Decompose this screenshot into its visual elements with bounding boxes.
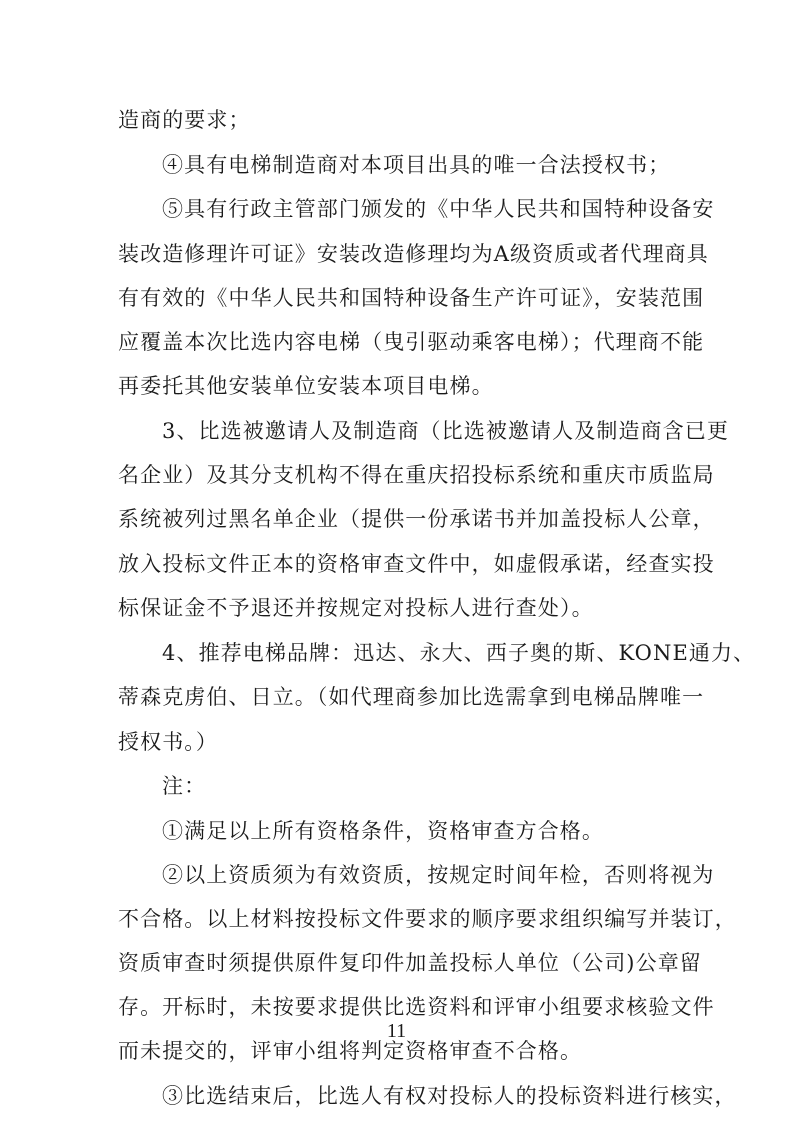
text-line: 注： bbox=[162, 774, 207, 798]
text-line: 存。开标时，未按要求提供比选资料和评审小组要求核验文件 bbox=[118, 995, 715, 1019]
text-line: 装改造修理许可证》安装改造修理均为A级资质或者代理商具 bbox=[118, 242, 709, 266]
text-line: 名企业）及其分支机构不得在重庆招投标系统和重庆市质监局 bbox=[118, 463, 715, 487]
page-number: 11 bbox=[386, 1020, 407, 1042]
text-line: 授权书。） bbox=[118, 730, 218, 754]
text-line: 有有效的《中华人民共和国特种设备生产许可证》，安装范围 bbox=[118, 286, 705, 310]
text-line: 标保证金不予退还并按规定对投标人进行查处）。 bbox=[118, 596, 594, 620]
text-line: 资质审查时须提供原件复印件加盖投标人单位（公司)公章留 bbox=[118, 951, 702, 975]
text-line: ①满足以上所有资格条件，资格审查方合格。 bbox=[162, 819, 604, 843]
text-line: ⑤具有行政主管部门颁发的《中华人民共和国特种设备安 bbox=[162, 197, 715, 221]
text-line: ②以上资质须为有效资质，按规定时间年检，否则将视为 bbox=[162, 863, 715, 887]
text-line: 再委托其他安装单位安装本项目电梯。 bbox=[118, 374, 494, 398]
text-line: ③比选结束后，比选人有权对投标人的投标资料进行核实， bbox=[162, 1084, 737, 1108]
text-line: 造商的要求； bbox=[118, 108, 251, 132]
text-line: 4、推荐电梯品牌：迅达、永大、西子奥的斯、KONE通力、 bbox=[162, 641, 756, 665]
text-line: 蒂森克虏伯、日立。（如代理商参加比选需拿到电梯品牌唯一 bbox=[118, 685, 705, 709]
text-line: 系统被列过黑名单企业（提供一份承诺书并加盖投标人公章， bbox=[118, 507, 715, 531]
text-line: 3、比选被邀请人及制造商（比选被邀请人及制造商含已更 bbox=[162, 419, 729, 443]
text-line: 而未提交的，评审小组将判定资格审查不合格。 bbox=[118, 1039, 583, 1063]
text-line: 放入投标文件正本的资格审查文件中，如虚假承诺，经查实投 bbox=[118, 552, 715, 576]
text-line: ④具有电梯制造商对本项目出具的唯一合法授权书； bbox=[162, 153, 671, 177]
text-line: 应覆盖本次比选内容电梯（曳引驱动乘客电梯）；代理商不能 bbox=[118, 330, 705, 354]
text-line: 不合格。以上材料按投标文件要求的顺序要求组织编写并装订， bbox=[118, 907, 737, 931]
